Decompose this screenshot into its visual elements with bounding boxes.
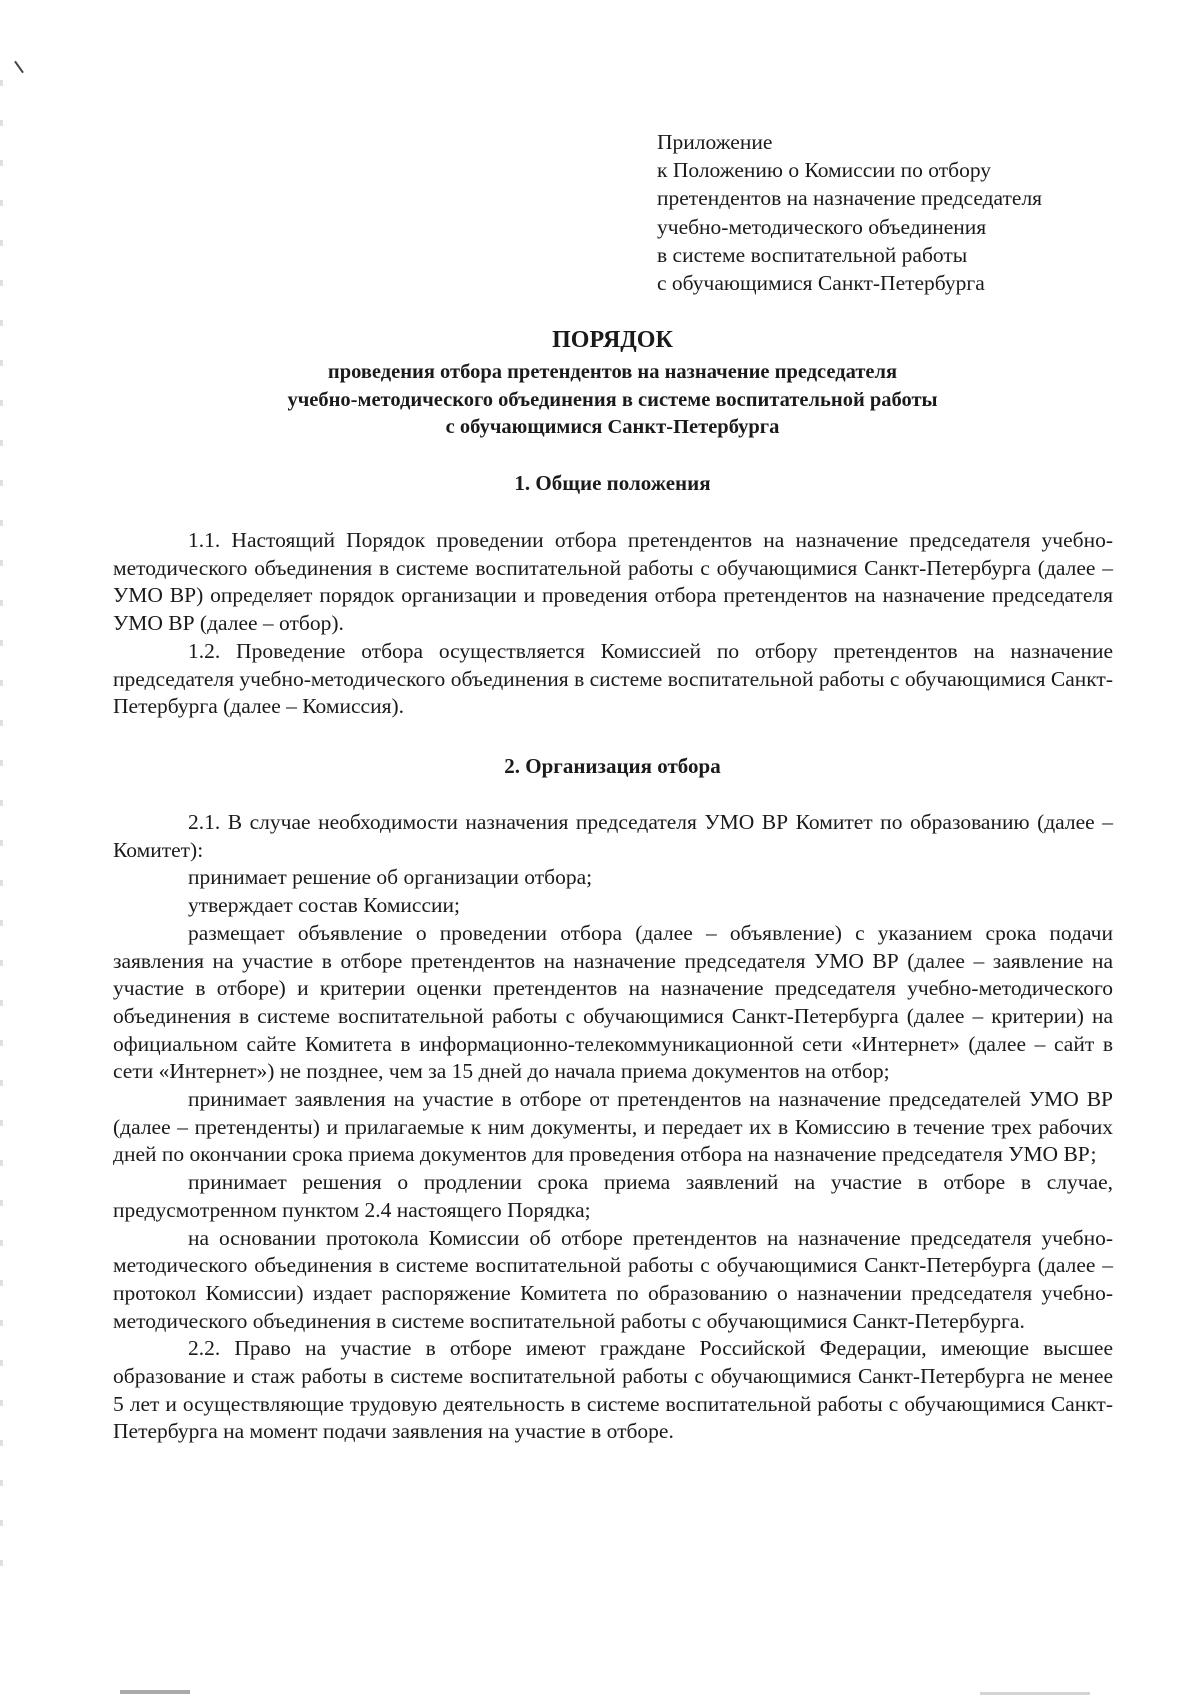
scan-artifact — [980, 1692, 1090, 1695]
paragraph: 1.1. Настоящий Порядок проведении отбора претендентов на назначение председателя учебно-методического объединения в системе воспитательной работы с обучающимися Санкт-Петербурга (далее – УМО ВР) определяет порядок организации и проведения отбора претендентов на назначение председателя УМО ВР (далее – отбор). — [113, 528, 1113, 636]
subtitle-line: учебно-методического объединения в системе воспитательной работы — [287, 388, 938, 411]
scan-mark — [14, 61, 24, 74]
paragraph: 1.2. Проведение отбора осуществляется Комиссией по отбору претендентов на назначение председателя учебно-методического объединения в системе воспитательной работы с обучающимися Санкт-Петербурга (далее – Комиссия). — [113, 638, 1113, 719]
list-item: размещает объявление о проведении отбора (далее – объявление) с указанием срока подачи заявления на участие в отборе претендентов на назначение председателя УМО ВР (далее – заявление на участие в отборе) и критерии оценки претендентов на назначение председателя учебно-методического объединения в системе воспитательной работы с обучающимися Санкт-Петербурга (далее – критерии) на официальном сайте Комитета в информационно-телекоммуникационной сети «Интернет» (далее – сайт в сети «Интернет») не позднее, чем за 15 дней до начала приема документов на отбор; — [113, 920, 1113, 1084]
paragraph: 2.1. В случае необходимости назначения председателя УМО ВР Комитет по образованию (далее – Комитет): — [113, 810, 1113, 862]
appendix-line: к Положению о Комиссии по отбору — [657, 158, 992, 183]
list-item: принимает заявления на участие в отборе от претендентов на назначение председателей УМО ВР (далее – претенденты) и прилагаемые к ним документы, и передает их в Комиссию в течение трех рабочих дней по окончании срока приема документов для проведения отбора на назначение председателя УМО ВР; — [113, 1087, 1113, 1167]
document-subtitle — [0, 359, 1200, 442]
section-1-body — [113, 527, 1113, 721]
document-title: ПОРЯДОК — [552, 327, 673, 353]
section-2-body — [113, 809, 1113, 1446]
appendix-line: учебно-методического объединения — [657, 214, 987, 239]
paragraph: 2.2. Право на участие в отборе имеют граждане Российской Федерации, имеющие высшее образование и стаж работы в системе воспитательной работы с обучающимися Санкт-Петербурга не менее 5 лет и осуществляющие трудовую деятельность в системе воспитательной работы с обучающимися Санкт-Петербурга на момент подачи заявления на участие в отборе. — [113, 1336, 1113, 1444]
appendix-note — [657, 128, 1117, 297]
subtitle-line: проведения отбора претендентов на назначение председателя — [327, 361, 898, 383]
scan-artifact — [120, 1690, 190, 1694]
section-2-heading: 2. Организация отбора — [504, 754, 721, 778]
appendix-line: в системе воспитательной работы — [657, 242, 968, 267]
list-item: утверждает состав Комиссии; — [188, 893, 461, 918]
appendix-line: Приложение — [657, 130, 773, 154]
subtitle-line: с обучающимися Санкт-Петербурга — [445, 416, 780, 438]
scan-edge — [0, 80, 3, 1580]
appendix-line: претендентов на назначение председателя — [657, 186, 1043, 211]
list-item: принимает решения о продлении срока приема заявлений на участие в отборе в случае, предусмотренном пунктом 2.4 настоящего Порядка; — [113, 1170, 1113, 1222]
list-item: на основании протокола Комиссии об отборе претендентов на назначение председателя учебно-методического объединения в системе воспитательной работы с обучающимися Санкт-Петербурга (далее – протокол Комиссии) издает распоряжение Комитета по образованию о назначении председателя учебно-методического объединения в системе воспитательной работы с обучающимися Санкт-Петербурга. — [113, 1225, 1113, 1333]
section-1-heading: 1. Общие положения — [514, 471, 711, 495]
list-item: принимает решение об организации отбора; — [188, 865, 593, 890]
appendix-line: с обучающимися Санкт-Петербурга — [657, 271, 985, 296]
